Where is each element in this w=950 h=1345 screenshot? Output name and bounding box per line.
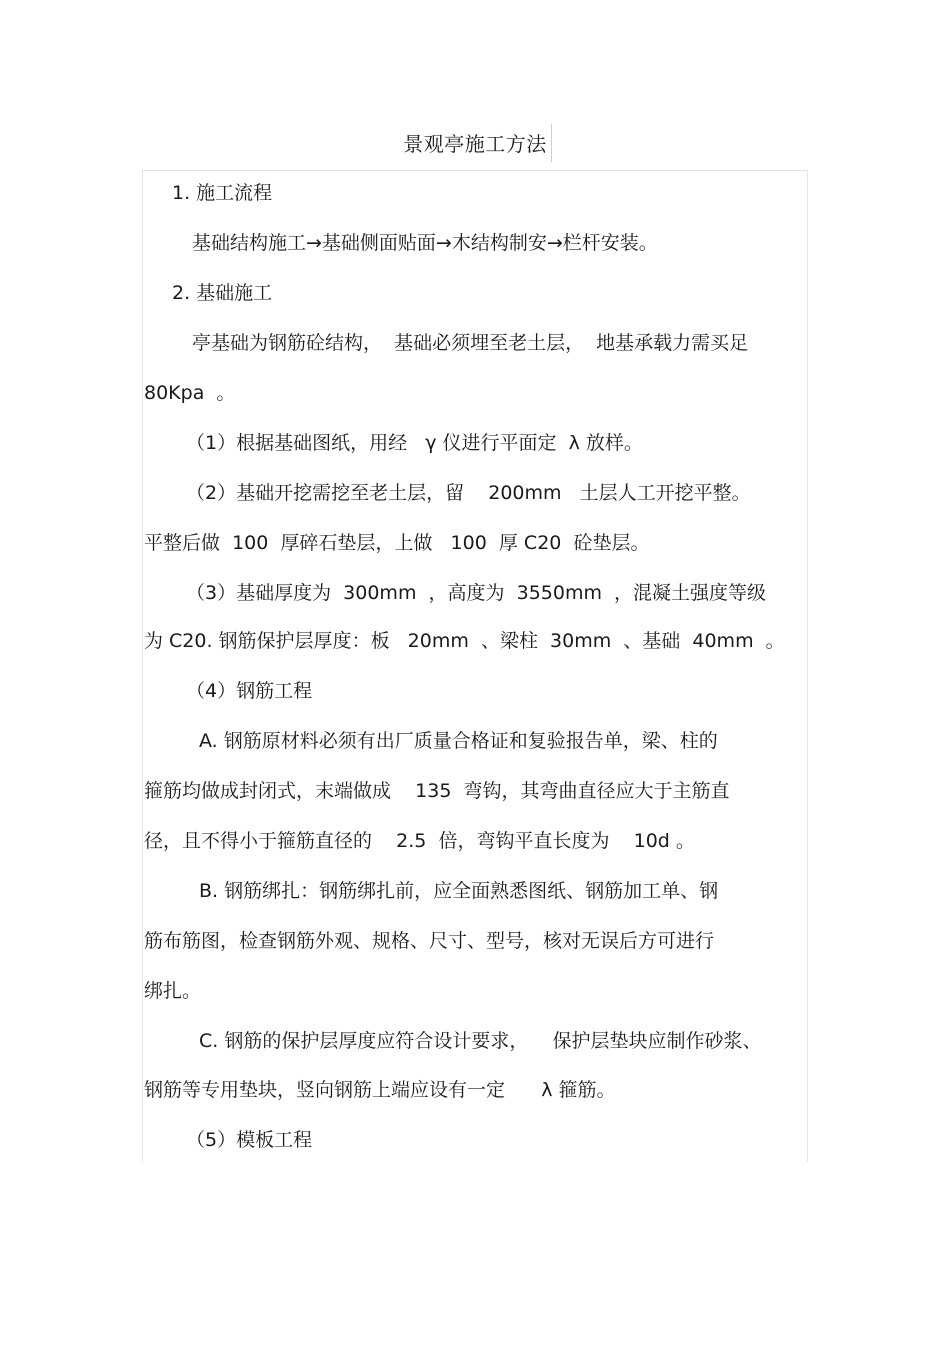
document-title: 景观亭施工方法 [403,132,547,156]
paragraph-line: 径，且不得小于箍筋直径的 2.5 倍，弯钩平直长度为 10d 。 [144,830,695,852]
paragraph-line: 钢筋等专用垫块，竖向钢筋上端应设有一定 λ 箍筋。 [144,1079,616,1101]
paragraph-line: 80Kpa 。 [144,382,236,404]
paragraph-line: 基础结构施工→基础侧面贴面→木结构制安→栏杆安装。 [192,232,658,254]
paragraph-line: 为 C20. 钢筋保护层厚度：板 20mm 、梁柱 30mm 、基础 40mm 。 [144,630,785,652]
list-item-1: （1）根据基础图纸，用经 γ 仪进行平面定 λ 放样。 [186,432,643,454]
list-item-2: （2）基础开挖需挖至老土层，留 200mm 土层人工开挖平整。 [186,482,751,504]
list-item-5-heading: （5）模板工程 [186,1129,313,1151]
content-frame-right-border [807,170,808,1162]
content-frame-top-border [142,170,808,171]
paragraph-line: 亭基础为钢筋砼结构， 基础必须埋至老土层， 地基承载力需买足 [192,332,749,354]
section-heading-construction-flow: 1. 施工流程 [172,182,273,204]
sub-item-b: B. 钢筋绑扎：钢筋绑扎前，应全面熟悉图纸、钢筋加工单、钢 [199,880,719,902]
paragraph-line: 筋布筋图，检查钢筋外观、规格、尺寸、型号，核对无误后方可进行 [144,930,715,952]
sub-item-c: C. 钢筋的保护层厚度应符合设计要求， 保护层垫块应制作砂浆、 [199,1030,762,1052]
list-item-4-heading: （4）钢筋工程 [186,680,313,702]
list-item-3: （3）基础厚度为 300mm ，高度为 3550mm ，混凝土强度等级 [186,582,767,604]
paragraph-line: 平整后做 100 厚碎石垫层，上做 100 厚 C20 砼垫层。 [144,532,650,554]
paragraph-line: 箍筋均做成封闭式，末端做成 135 弯钩，其弯曲直径应大于主筋直 [144,780,730,802]
paragraph-line: 绑扎。 [144,980,202,1002]
title-divider [551,124,552,162]
section-heading-foundation: 2. 基础施工 [172,282,273,304]
sub-item-a: A. 钢筋原材料必须有出厂质量合格证和复验报告单，梁、柱的 [199,730,718,752]
content-frame-left-border [142,170,143,1162]
